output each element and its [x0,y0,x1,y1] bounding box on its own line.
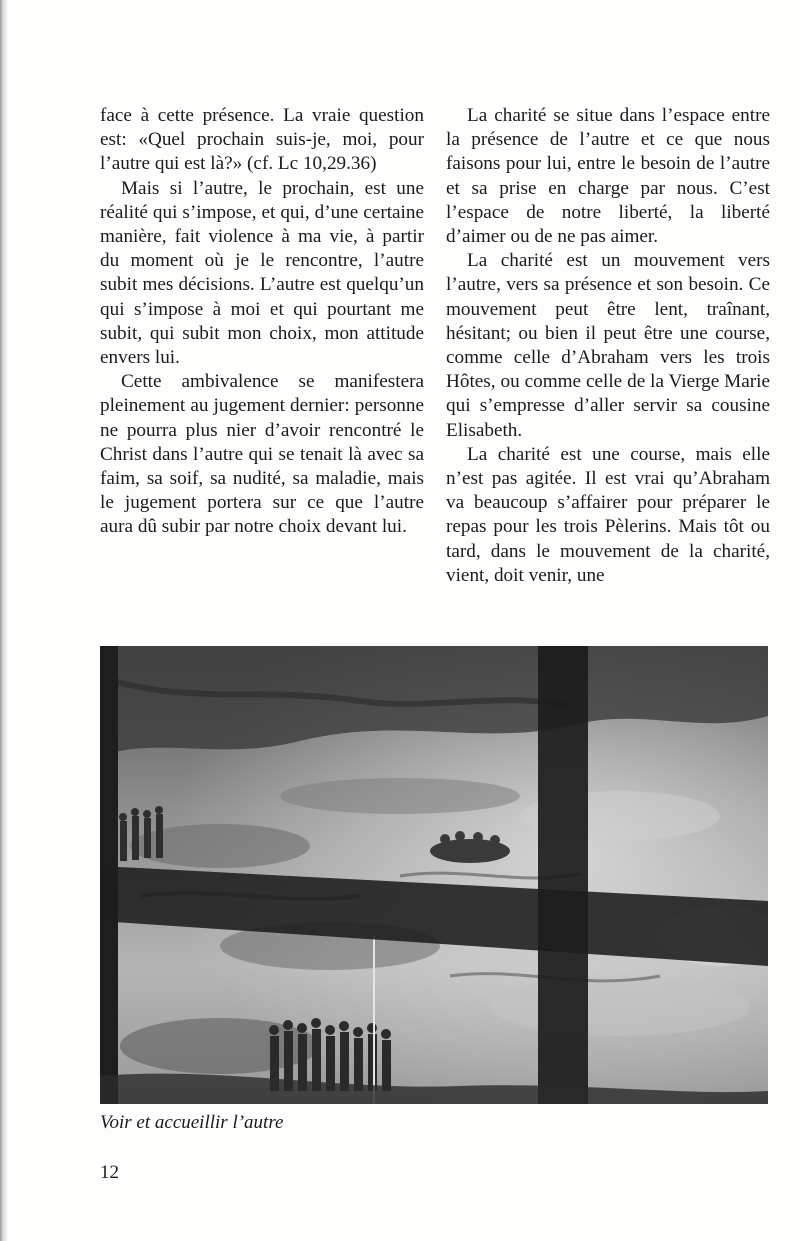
text-column-right [446,104,770,588]
paragraph: La charité se situe dans l’espace entre la présence de l’autre et ce que nous faisons pour lui, entre le besoin de l’autre et sa prise en charge par nous. C’est l’espace de notre liberté, la liberté d’aimer ou de ne pas aimer. [446,105,770,248]
cross-shadow-vertical [538,646,588,1104]
text-column-left [100,104,424,540]
paragraph: Mais si l’autre, le prochain, est une réalité qui s’impose, et qui, d’une certaine manière, fait violence à ma vie, à partir du moment où je le rencontre, l’autre subit mes décisions. L’autre est quelqu’un qui s’impose à moi et qui pourtant me subit, qui subit mon choix, mon attitude envers lui. [100,177,424,369]
photograph-pilgrims-on-rock [100,646,768,1104]
figure-caption: Voir et accueillir l’autre [100,1112,284,1133]
paragraph: La charité est une course, mais elle n’est pas agitée. Il est vrai qu’Abraham va beaucoup s’affairer pour préparer le repas pour les trois Pèlerins. Mais tôt ou tard, dans le mouvement de la charité, vient, doit venir, une [446,443,770,586]
page-number: 12 [100,1162,119,1183]
paragraph: La charité est un mouvement vers l’autre, vers sa présence et son besoin. Ce mouvement peut être lent, traînant, hésitant; ou bien il peut être une course, comme celle d’Abraham vers les trois Hôtes, ou comme celle de la Vierge Marie qui s’empresse d’aller servir sa cousine Elisabeth. [446,250,770,441]
paragraph: Cette ambivalence se manifestera pleinement au jugement dernier: personne ne pourra plus nier d’avoir rencontré le Christ dans l’autre qui se tenait là avec sa faim, sa soif, sa nudité, sa maladie, mais le jugement portera sur ce que l’autre aura dû subir par notre choix devant lui. [100,371,424,538]
paragraph: face à cette présence. La vraie question est: «Quel prochain suis-je, moi, pour l’autre qui est là?» (cf. Lc 10,29.36) [100,105,424,175]
page-edge-shadow [0,0,8,1241]
